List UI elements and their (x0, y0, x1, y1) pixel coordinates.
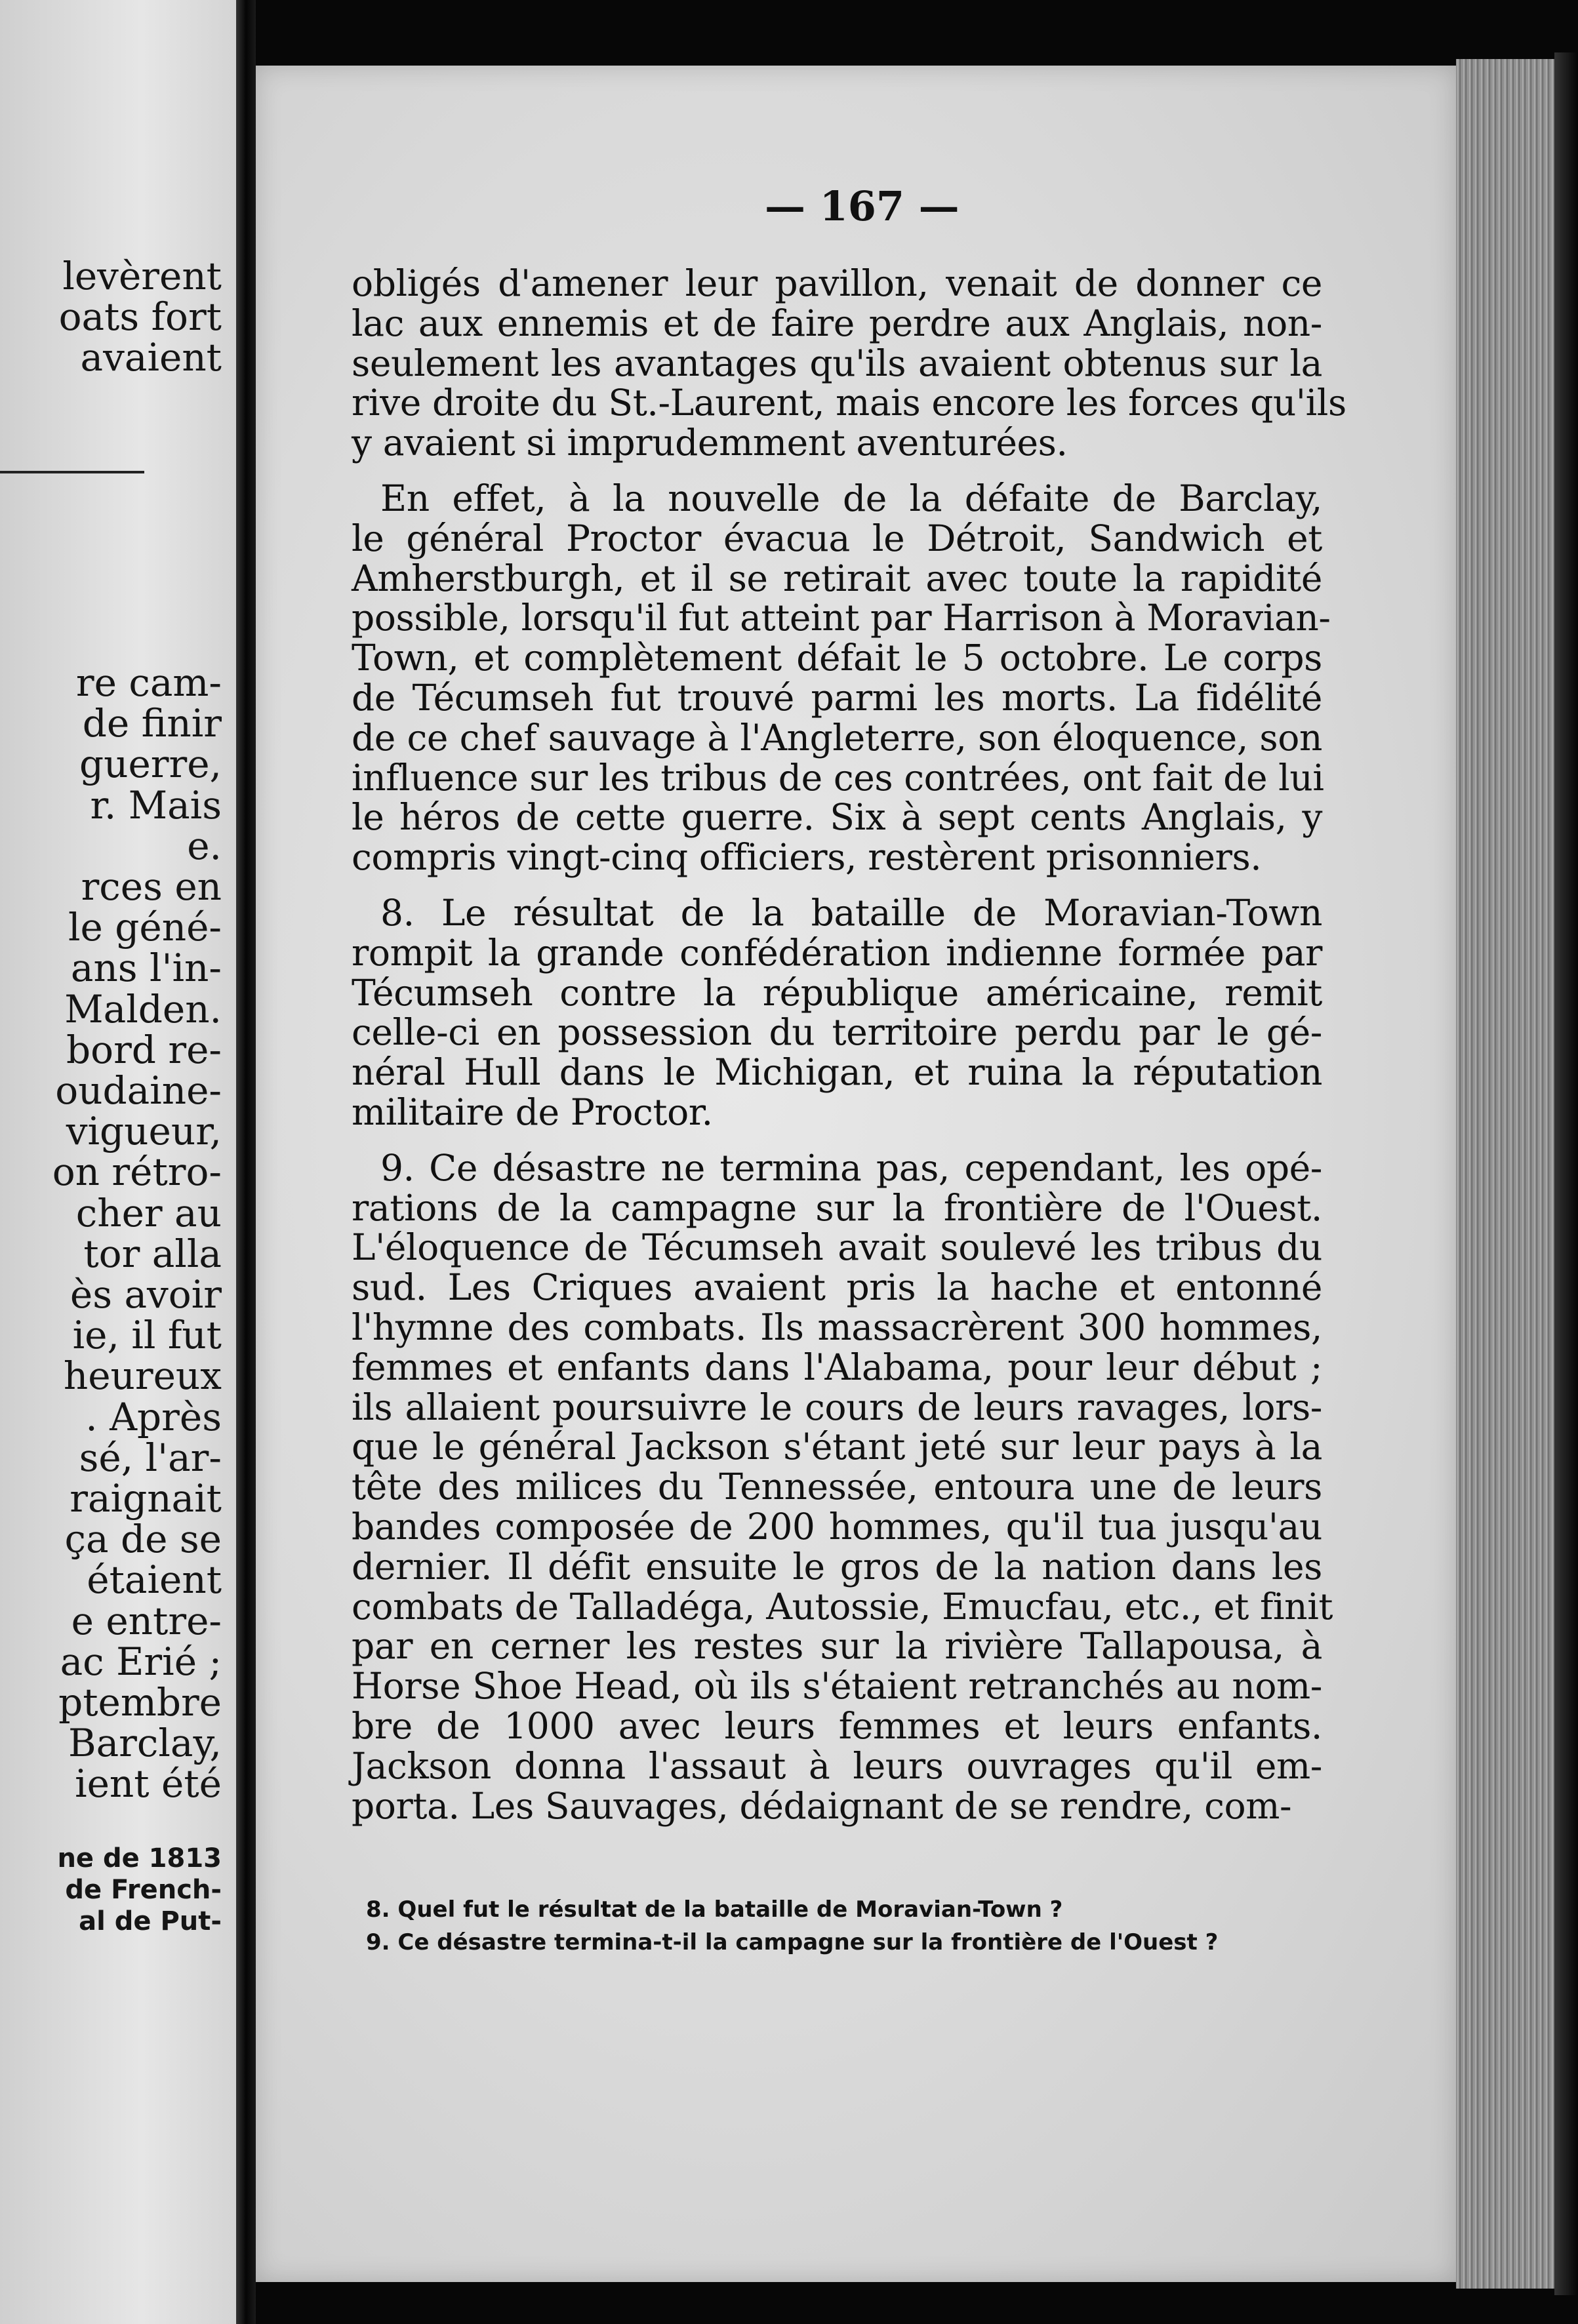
body-text-line: En effet, à la nouvelle de la défaite de Barclay, (380, 477, 1322, 519)
left-page-line: oudaine- (55, 1068, 222, 1113)
left-page-line: . Après (85, 1394, 222, 1439)
body-text-line: porta. Les Sauvages, dédaignant de se rendre, com- (352, 1784, 1292, 1827)
body-text-line: sud. Les Criques avaient pris la hache et entonné (352, 1266, 1322, 1309)
left-page-line: rces en (81, 864, 222, 909)
body-text-line: rations de la campagne sur la frontière de l'Ouest. (352, 1186, 1322, 1229)
left-page-line: ie, il fut (72, 1313, 222, 1358)
left-page-line: avaient (80, 335, 222, 380)
body-text-line: possible, lorsqu'il fut atteint par Harrison à Moravian- (352, 597, 1331, 639)
body-text-line: Horse Shoe Head, où ils s'étaient retranchés au nom- (352, 1665, 1322, 1708)
left-page-line: le géné- (68, 905, 222, 950)
body-text-line: influence sur les tribus de ces contrées, ont fait de lui (352, 756, 1324, 799)
body-text-line: celle-ci en possession du territoire perdu par le gé- (352, 1011, 1322, 1054)
body-text-line: bandes composée de 200 hommes, qu'il tua jusqu'au (352, 1506, 1322, 1548)
left-page-line: cher au (75, 1190, 222, 1235)
body-text-line: rompit la grande confédération indienne formée par (352, 931, 1322, 974)
left-page-line: sé, l'ar- (79, 1435, 222, 1480)
body-text-line: l'hymne des combats. Ils massacrèrent 300 hommes, (352, 1306, 1322, 1348)
left-page-line: guerre, (79, 742, 222, 787)
book-gutter (236, 0, 256, 2324)
body-text-line: par en cerner les restes sur la rivière Tallapousa, à (352, 1625, 1322, 1668)
body-text-line: Amherstburgh, et il se retirait avec toute la rapidité (352, 557, 1322, 599)
body-text-line: 9. Ce désastre ne termina pas, cependant, les opé- (380, 1146, 1322, 1189)
left-page-line: vigueur, (66, 1109, 222, 1154)
body-text-line: Town, et complètement défait le 5 octobre. Le corps (352, 637, 1322, 679)
body-text-line: tête des milices du Tennessée, entoura une de leurs (352, 1466, 1322, 1508)
left-page-line: raignait (70, 1476, 222, 1521)
body-text-line: 8. Le résultat de la bataille de Moravian-Town (380, 892, 1322, 934)
left-page-footnote: de French- (65, 1875, 222, 1905)
left-page-line: ans l'in- (70, 946, 222, 991)
left-page-line: on rétro- (52, 1150, 222, 1195)
body-text-line: le héros de cette guerre. Six à sept cents Anglais, y (352, 796, 1322, 839)
left-page-line: de finir (82, 701, 222, 746)
body-text-line: compris vingt-cinq officiers, restèrent prisonniers. (352, 836, 1262, 879)
left-page-line: ac Erié ; (60, 1639, 222, 1684)
left-page-line: ça de se (64, 1517, 222, 1562)
edge-shadow (1554, 52, 1578, 2295)
page-number: — 167 — (765, 182, 960, 230)
left-page-line: e entre- (71, 1598, 222, 1643)
left-page-line: heureux (63, 1353, 222, 1399)
body-text-line: rive droite du St.-Laurent, mais encore les forces qu'ils (352, 382, 1346, 424)
left-page-line: étaient (87, 1557, 222, 1603)
body-text-line: Técumseh contre la république américaine, remit (352, 971, 1322, 1014)
left-page-line: levèrent (62, 254, 222, 298)
body-text-line: femmes et enfants dans l'Alabama, pour leur début ; (352, 1346, 1322, 1388)
left-page-fragment (0, 0, 236, 2324)
body-text-line: combats de Talladéga, Autossie, Emucfau, etc., et finit (352, 1585, 1333, 1628)
body-text-line: de Técumseh fut trouvé parmi les morts. La fidélité (352, 677, 1322, 719)
question-line: 8. Quel fut le résultat de la bataille de Moravian-Town ? (366, 1896, 1063, 1923)
left-page-line: ptembre (58, 1680, 222, 1725)
left-page-line: ès avoir (70, 1272, 222, 1317)
body-text-line: que le général Jackson s'étant jeté sur leur pays à la (352, 1426, 1322, 1468)
left-page-line: bord re- (66, 1027, 222, 1072)
body-text-line: ils allaient poursuivre le cours de leurs ravages, lors- (352, 1386, 1322, 1428)
body-text-line: Jackson donna l'assaut à leurs ouvrages qu'il em- (352, 1744, 1322, 1787)
left-page-line: oats fort (58, 294, 222, 339)
left-page-line: tor alla (83, 1231, 222, 1276)
body-text-line: bre de 1000 avec leurs femmes et leurs enfants. (352, 1705, 1322, 1747)
body-text-line: de ce chef sauvage à l'Angleterre, son éloquence, son (352, 716, 1322, 759)
body-text-line: lac aux ennemis et de faire perdre aux Anglais, non- (352, 302, 1322, 344)
body-text-line: le général Proctor évacua le Détroit, Sandwich et (352, 517, 1322, 559)
left-page-footnote: ne de 1813 (57, 1843, 222, 1873)
body-text-line: néral Hull dans le Michigan, et ruina la réputation (352, 1051, 1322, 1094)
left-page-line: Malden. (64, 986, 222, 1032)
body-text-line: dernier. Il défit ensuite le gros de la nation dans les (352, 1545, 1322, 1588)
body-text-line: y avaient si imprudemment aventurées. (352, 422, 1068, 464)
question-line: 9. Ce désastre termina-t-il la campagne sur la frontière de l'Ouest ? (366, 1929, 1219, 1955)
left-page-line: re cam- (75, 660, 222, 705)
body-text-line: obligés d'amener leur pavillon, venait de donner ce (352, 262, 1322, 304)
page-edges (1456, 59, 1554, 2289)
left-page-line: e. (187, 823, 222, 868)
body-text-line: militaire de Proctor. (352, 1091, 713, 1133)
left-page-line: ient été (75, 1761, 222, 1807)
body-text-line: L'éloquence de Técumseh avait soulevé les tribus du (352, 1226, 1322, 1269)
left-page-line: Barclay, (68, 1721, 222, 1766)
body-text-line: seulement les avantages qu'ils avaient obtenus sur la (352, 342, 1322, 384)
left-page-divider (0, 471, 144, 473)
left-page-footnote: al de Put- (79, 1906, 222, 1936)
left-page-line: r. Mais (90, 782, 222, 828)
